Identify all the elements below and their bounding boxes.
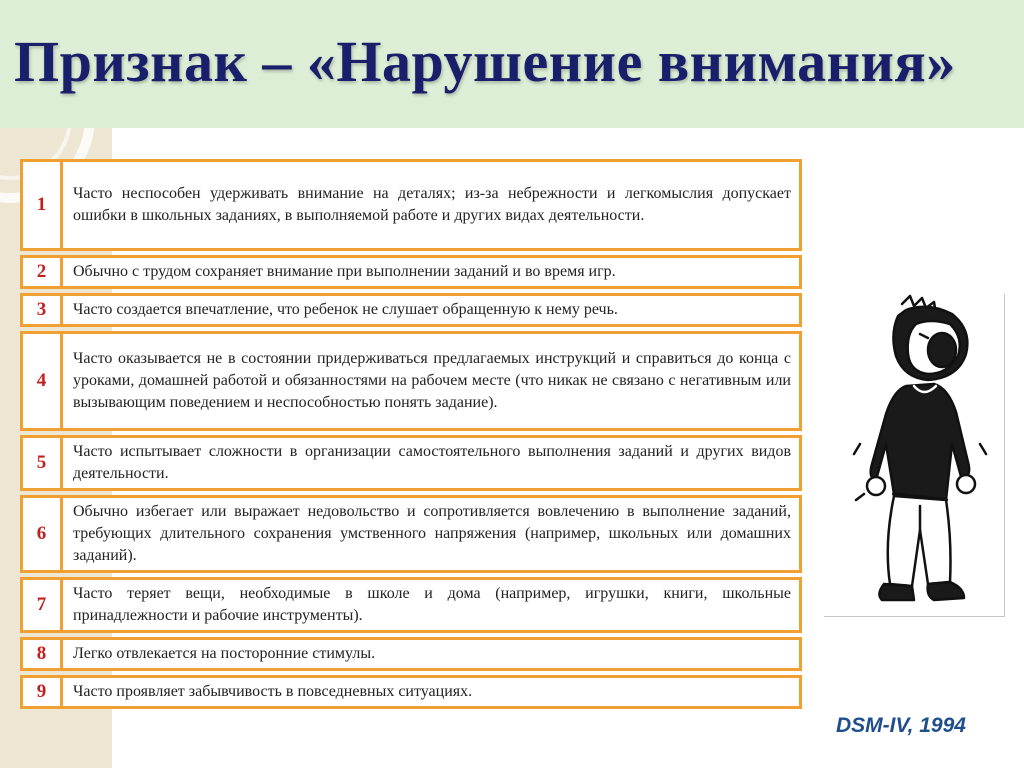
criterion-row bbox=[20, 675, 802, 709]
criterion-number: 4 bbox=[20, 331, 63, 431]
title-band bbox=[0, 0, 1024, 128]
criterion-number: 3 bbox=[20, 293, 63, 327]
criterion-text: Обычно избегает или выражает недовольство и сопротивляется вовлечению в выполнение заданий, требующих длительного сохранения умственного напряжения (например, школьных или домашних заданий). bbox=[63, 495, 802, 573]
screaming-child-icon bbox=[824, 294, 1004, 616]
criterion-row bbox=[20, 495, 802, 573]
criterion-row bbox=[20, 637, 802, 671]
criterion-number: 2 bbox=[20, 255, 63, 289]
criteria-table bbox=[20, 155, 802, 713]
criterion-row bbox=[20, 435, 802, 491]
criterion-number: 9 bbox=[20, 675, 63, 709]
source-citation: DSM-IV, 1994 bbox=[836, 714, 966, 737]
criterion-text: Часто испытывает сложности в организации самостоятельного выполнения заданий и других видов деятельности. bbox=[63, 435, 802, 491]
criterion-row bbox=[20, 293, 802, 327]
criterion-text: Обычно с трудом сохраняет внимание при выполнении заданий и во время игр. bbox=[63, 255, 802, 289]
criterion-text: Часто оказывается не в состоянии придерживаться предлагаемых инструкций и справиться до конца с уроками, домашней работой и обязанностями на рабочем месте (что никак не связано с негативным или вызывающим поведением и неспособностью понять задание). bbox=[63, 331, 802, 431]
criterion-number: 5 bbox=[20, 435, 63, 491]
criterion-text: Часто теряет вещи, необходимые в школе и дома (например, игрушки, книги, школьные принадлежности и рабочие инструменты). bbox=[63, 577, 802, 633]
criterion-row bbox=[20, 255, 802, 289]
slide-title: Признак – «Нарушение внимания» bbox=[14, 29, 956, 94]
criterion-row bbox=[20, 159, 802, 251]
criterion-number: 7 bbox=[20, 577, 63, 633]
criterion-number: 1 bbox=[20, 159, 63, 251]
criterion-text: Часто проявляет забывчивость в повседневных ситуациях. bbox=[63, 675, 802, 709]
criterion-row bbox=[20, 331, 802, 431]
criterion-text: Легко отвлекается на посторонние стимулы. bbox=[63, 637, 802, 671]
criterion-text: Часто неспособен удерживать внимание на деталях; из-за небрежности и легкомыслия допускает ошибки в школьных заданиях, в выполняемой работе и других видах деятельности. bbox=[63, 159, 802, 251]
criterion-number: 8 bbox=[20, 637, 63, 671]
criterion-row bbox=[20, 577, 802, 633]
screaming-child-illustration bbox=[824, 294, 1005, 617]
criterion-text: Часто создается впечатление, что ребенок не слушает обращенную к нему речь. bbox=[63, 293, 802, 327]
criterion-number: 6 bbox=[20, 495, 63, 573]
